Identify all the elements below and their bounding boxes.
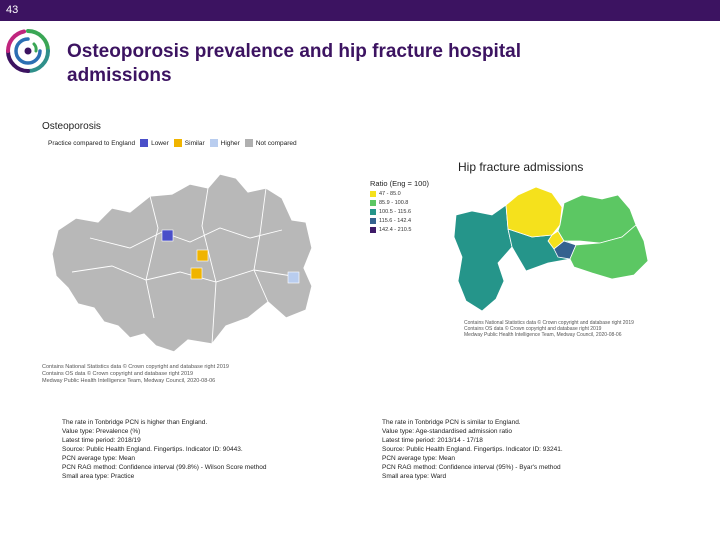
ratio-swatch — [370, 227, 376, 233]
ratio-legend-item — [370, 191, 401, 197]
osteoporosis-area — [52, 174, 312, 352]
caption-line: Latest time period: 2013/14 - 17/18 — [382, 437, 483, 444]
credit-line: Contains National Statistics data © Crown copyright and database right 2019 — [42, 364, 229, 370]
osteoporosis-map — [50, 168, 335, 353]
credit-line: Contains National Statistics data © Crown copyright and database right 2019 — [464, 320, 634, 326]
caption-line: Source: Public Health England. Fingertips. Indicator ID: 90443. — [62, 446, 243, 453]
practice-marker-similar — [197, 250, 208, 261]
caption-line: PCN average type: Mean — [382, 455, 455, 462]
osteoporosis-map-panel — [40, 118, 340, 388]
ratio-legend-item — [370, 227, 411, 233]
brand-logo-icon — [4, 27, 52, 75]
practice-marker-higher — [288, 272, 299, 283]
caption-line: Value type: Prevalence (%) — [62, 428, 141, 435]
credit-line: Contains OS data © Crown copyright and database right 2019 — [42, 371, 194, 377]
ratio-swatch — [370, 209, 376, 215]
ratio-label: 47 - 85.0 — [379, 191, 401, 197]
ratio-legend-item — [370, 200, 408, 206]
caption-line: PCN RAG method: Confidence interval (99.8%) - Wilson Score method — [62, 464, 267, 471]
practice-marker-similar — [191, 268, 202, 279]
caption-left — [62, 418, 266, 481]
ratio-legend-item — [370, 218, 411, 224]
hip-fracture-map — [452, 185, 652, 317]
caption-line: PCN RAG method: Confidence interval (95%) - Byar's method — [382, 464, 561, 471]
caption-line: Latest time period: 2018/19 — [62, 437, 141, 444]
legend-item-lower: Lower — [151, 139, 169, 147]
legend-item-not-compared: Not compared — [255, 139, 297, 147]
osteoporosis-map-title: Osteoporosis — [42, 121, 101, 132]
hip-ward-north — [506, 187, 562, 237]
legend-swatch-higher — [210, 139, 218, 147]
legend-swatch-lower — [140, 139, 148, 147]
credit-line: Medway Public Health Intelligence Team, Medway Council, 2020-08-06 — [42, 378, 216, 384]
credit-line: Medway Public Health Intelligence Team, Medway Council, 2020-08-06 — [464, 332, 622, 338]
caption-right — [382, 418, 563, 481]
ratio-label: 142.4 - 210.5 — [379, 227, 412, 233]
practice-marker-lower — [162, 230, 173, 241]
hip-map-title: Hip fracture admissions — [458, 160, 584, 174]
ratio-label: 85.9 - 100.8 — [379, 200, 409, 206]
caption-line: The rate in Tonbridge PCN is higher than England. — [62, 419, 208, 426]
legend-swatch-similar — [174, 139, 182, 147]
credit-line: Contains OS data © Crown copyright and database right 2019 — [464, 326, 602, 332]
caption-line: Source: Public Health England. Fingertips. Indicator ID: 93241. — [382, 446, 563, 453]
legend-label: Practice compared to England — [48, 139, 136, 147]
legend-item-higher: Higher — [220, 139, 240, 147]
caption-line: The rate in Tonbridge PCN is similar to England. — [382, 419, 521, 426]
ratio-swatch — [370, 200, 376, 206]
caption-line: Small area type: Practice — [62, 473, 135, 480]
osteoporosis-legend — [48, 137, 297, 149]
ratio-legend-item — [370, 209, 411, 215]
ratio-label: 100.5 - 115.6 — [379, 209, 412, 215]
legend-item-similar: Similar — [184, 139, 205, 147]
page-title: Osteoporosis prevalence and hip fracture hospital admissions — [67, 41, 522, 86]
caption-line: PCN average type: Mean — [62, 455, 135, 462]
ratio-label: 115.6 - 142.4 — [379, 218, 412, 224]
hip-ward-west — [454, 205, 512, 311]
hip-fracture-map-panel — [360, 155, 690, 345]
ratio-swatch — [370, 218, 376, 224]
top-bar — [0, 0, 720, 21]
legend-swatch-not-compared — [245, 139, 253, 147]
slide-number: 43 — [6, 4, 19, 16]
ratio-legend-title: Ratio (Eng = 100) — [370, 179, 429, 188]
caption-line: Small area type: Ward — [382, 473, 447, 480]
caption-line: Value type: Age-standardised admission ratio — [382, 428, 512, 435]
ratio-swatch — [370, 191, 376, 197]
